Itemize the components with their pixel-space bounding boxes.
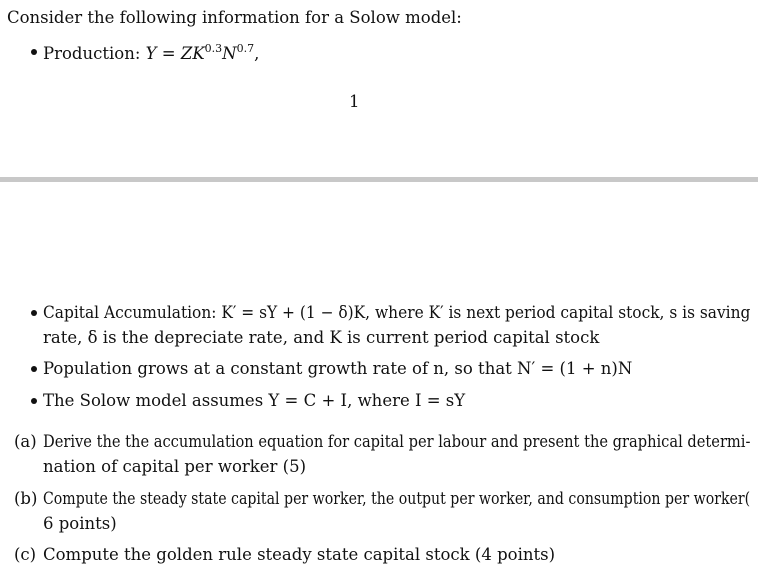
production-eq-lhs: Y = ZK — [145, 44, 205, 63]
question-b-line1: Compute the steady state capital per worker, the output per worker, and consumption per worker( — [43, 489, 751, 508]
production-eq-tail: , — [254, 44, 260, 63]
question-c-label: (c) — [14, 545, 37, 564]
question-a-label: (a) — [14, 432, 37, 451]
bullet-icon — [31, 310, 37, 316]
question-b-label: (b) — [14, 489, 38, 508]
bullet-icon — [31, 49, 37, 55]
production-eq-mid: N — [222, 44, 237, 63]
bullet-population: Population grows at a constant growth rate of n, so that N′ = (1 + n)N — [43, 359, 633, 378]
bullet-solow-identity: The Solow model assumes Y = C + I, where I = sY — [43, 391, 466, 410]
intro-text: Consider the following information for a Solow model: — [7, 8, 462, 27]
question-b-line2: 6 points) — [43, 514, 117, 533]
bullet-icon — [31, 398, 37, 404]
question-c-line1: Compute the golden rule steady state capital stock (4 points) — [43, 545, 556, 564]
production-eq-exp2: 0.7 — [236, 42, 255, 55]
bullet-capital-line1: Capital Accumulation: K′ = sY + (1 − δ)K, where K′ is next period capital stock, s is saving — [43, 303, 751, 322]
bullet-icon — [31, 366, 37, 372]
question-a-line1: Derive the the accumulation equation for capital per labour and present the graphical determi- — [43, 432, 751, 451]
question-a-line2: nation of capital per worker (5) — [43, 457, 307, 476]
production-item — [43, 42, 259, 63]
page-number: 1 — [349, 92, 360, 111]
page-separator — [0, 177, 758, 182]
production-label: Production: — [43, 44, 141, 63]
production-eq-exp1: 0.3 — [204, 42, 223, 55]
bullet-capital-line2: rate, δ is the depreciate rate, and K is current period capital stock — [43, 328, 600, 347]
